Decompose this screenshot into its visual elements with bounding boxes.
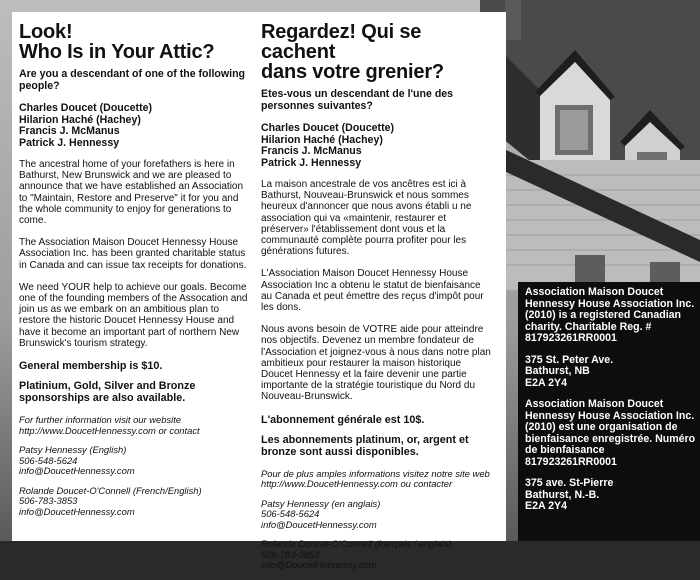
contact-email[interactable]: info@DoucetHennessy.com — [19, 465, 135, 477]
english-contact-rolande — [19, 486, 249, 518]
english-paragraph-ancestral-home: The ancestral home of your forefathers is here in Bathurst, New Brunswick and we are pleased to announce that we have established an Association to "Maintain, Restore and Preserve" it for you and the whole community to enjoy for generations to come. — [19, 159, 244, 227]
address-line: E2A 2Y4 — [525, 376, 568, 389]
french-name: Patrick J. Hennessy — [261, 156, 362, 169]
contact-name: Patsy Hennessy (en anglais) — [261, 497, 381, 509]
address-line: Bathurst, N.-B. — [525, 488, 600, 501]
contact-email[interactable]: info@DoucetHennessy.com — [19, 505, 135, 517]
address-line: 375 ave. St-Pierre — [525, 477, 614, 489]
contact-phone: 506-783-3853 — [261, 548, 320, 560]
contact-name: Rolande Doucet-O'Connell (français / anglais) — [261, 538, 452, 550]
english-name: Francis J. McManus — [19, 125, 120, 137]
french-contact-patsy — [261, 499, 491, 531]
french-paragraph-charitable-status: L'Association Maison Doucet Hennessy House Association Inc a obtenu le statut de bienfaisance au Canada et peut émettre des reçus d'impôt pour les dons. — [261, 268, 484, 314]
english-column — [19, 22, 249, 526]
contact-name: Rolande Doucet-O'Connell (French/English) — [19, 484, 202, 496]
english-title — [19, 22, 249, 62]
english-title-line1: Look! — [19, 21, 73, 43]
french-paragraph-need-help: Nous avons besoin de VOTRE aide pour atteindre nos objectifs. Devenez un membre fondateur de l'Association et joignez-vous à nous dans notre plan ambitieux pour restaurer la maison historique Doucet Hennessy et la faire devenir une partie importante de la stratégie touristique du Nord du Nouveau-Brunswick. — [261, 324, 491, 403]
french-contact-rolande — [261, 539, 491, 571]
english-name: Charles Doucet (Doucette) — [19, 102, 153, 114]
english-address — [525, 355, 697, 390]
english-paragraph-charitable-status: The Association Maison Doucet Hennessy House Association Inc. has been granted charitable status in Canada and can issue tax receipts for donations. — [19, 237, 247, 271]
english-membership-fee: General membership is $10. — [19, 360, 163, 373]
contact-phone: 506-783-3853 — [19, 495, 78, 507]
english-name: Patrick J. Hennessy — [19, 136, 120, 149]
french-address — [525, 478, 697, 513]
english-sponsorships: Platinium, Gold, Silver and Bronze sponsorships are also available. — [19, 380, 196, 405]
contact-phone: 506-548-5624 — [19, 454, 78, 466]
french-charity-statement: Association Maison Doucet Hennessy House Association Inc. (2010) est une organisation de bienfaisance enregistrée. Numéro de bienfaisance 817923261RR0001 — [525, 398, 696, 468]
address-line: 375 St. Peter Ave. — [525, 353, 614, 366]
french-name: Charles Doucet (Doucette) — [261, 122, 395, 134]
french-column — [261, 22, 491, 580]
english-names-list — [19, 103, 249, 149]
french-membership-fee: L'abonnement générale est 10$. — [261, 413, 425, 426]
french-title-line2: dans votre grenier? — [261, 61, 444, 83]
contact-phone: 506-548-5624 — [261, 508, 320, 520]
french-name: Hilarion Haché (Hachey) — [261, 133, 383, 146]
french-question: Etes-vous un descendant de l'une des personnes suivantes? — [261, 88, 454, 112]
text-panel — [12, 12, 506, 571]
french-title — [261, 22, 491, 82]
french-name: Francis J. McManus — [261, 145, 362, 157]
french-title-line1: Regardez! Qui se cachent — [261, 21, 422, 63]
french-paragraph-ancestral-home: La maison ancestrale de vos ancêtres est ici à Bathurst, Nouveau-Brunswick et nous sommes heureux d'annoncer que nous avons établi u ne association qui va «maintenir, restaurer et préserver» l'établissement dont vous et la communauté complète pourra profiter pour les générations futures. — [261, 179, 472, 258]
english-paragraph-need-help: We need YOUR help to achieve our goals. Become one of the founding members of the Assocation and join us as we embark on an ambitious plan to restore the historic Doucet Hennessy House and have it become an important part of northern New Brunswick's tourism strategy. — [19, 281, 248, 349]
contact-email[interactable]: info@DoucetHennessy.com — [261, 559, 377, 571]
english-info-text: For further information visit our website http://www.DoucetHennessy.com or contact — [19, 414, 200, 436]
english-charity-statement: Association Maison Doucet Hennessy House Association Inc. (2010) is a registered Canadian charity. Charitable Reg. # 817923261RR0001 — [525, 286, 695, 344]
address-line: Bathurst, NB — [525, 365, 590, 377]
english-name: Hilarion Haché (Hachey) — [19, 113, 141, 126]
french-names-list — [261, 123, 491, 169]
french-sponsorships: Les abonnements platinum, or, argent et bronze sont aussi disponibles. — [261, 433, 469, 458]
french-info-text: Pour de plus amples informations visitez notre site web http://www.DoucetHennessy.com ou contacter — [261, 467, 490, 490]
english-contact-patsy — [19, 445, 249, 477]
english-title-line2: Who Is in Your Attic? — [19, 41, 215, 63]
contact-email[interactable]: info@DoucetHennessy.com — [261, 518, 377, 530]
charity-info-box — [518, 282, 700, 541]
english-question: Are you a descendant of one of the following people? — [19, 68, 246, 92]
contact-name: Patsy Hennessy (English) — [19, 444, 127, 456]
address-line: E2A 2Y4 — [525, 500, 568, 512]
